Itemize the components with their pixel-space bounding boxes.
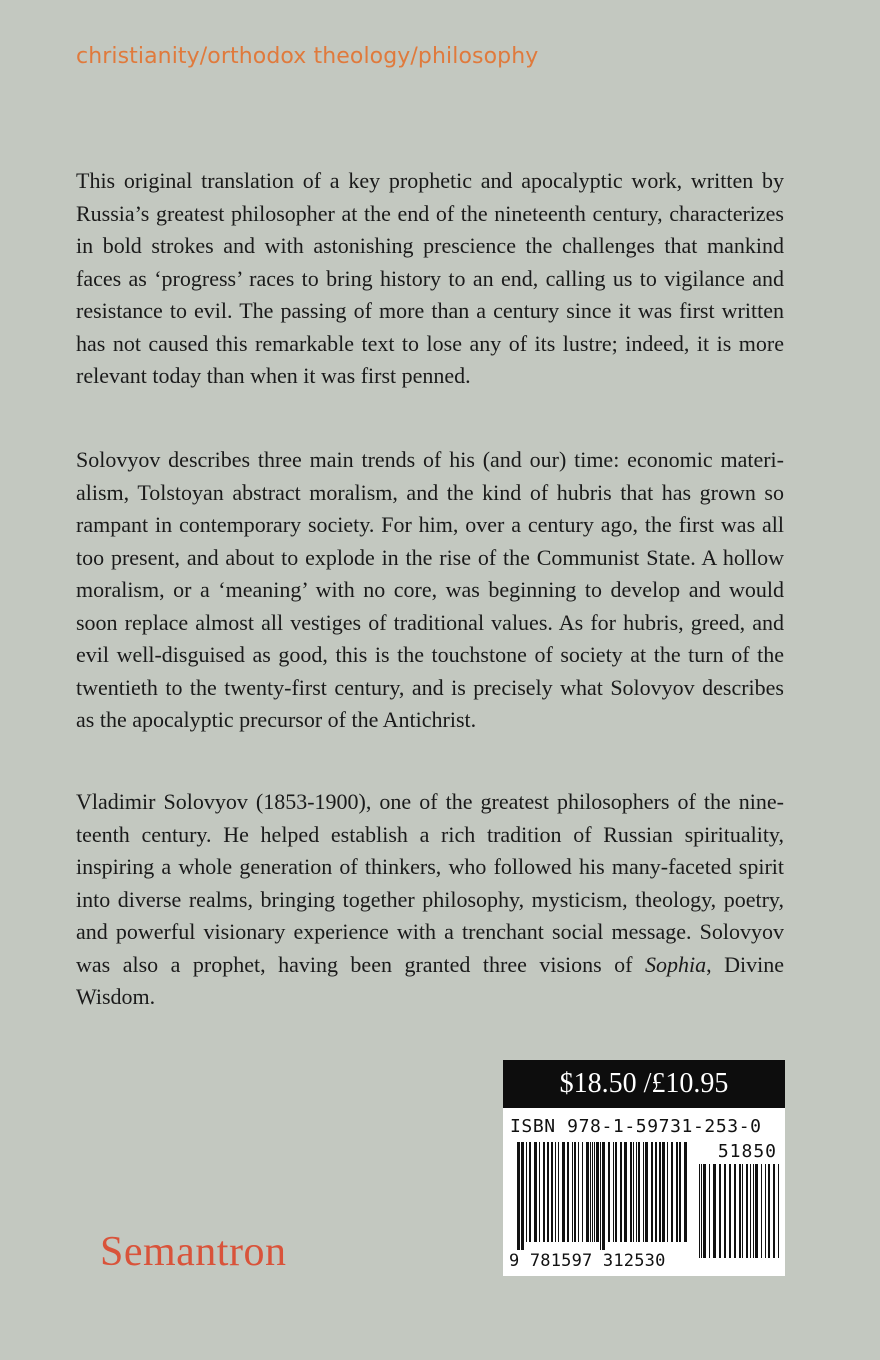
barcode-bar — [620, 1142, 622, 1242]
barcode-bar — [529, 1142, 531, 1242]
barcode-bar — [547, 1142, 549, 1242]
barcode-bar — [778, 1164, 779, 1258]
barcode-bar — [543, 1142, 545, 1242]
barcode-bar — [684, 1142, 687, 1242]
author-bio-paragraph — [76, 786, 784, 1014]
barcode-bar — [602, 1142, 605, 1250]
barcode-bar — [746, 1164, 748, 1258]
barcode-bar — [671, 1142, 673, 1242]
price-box — [503, 1060, 785, 1108]
barcode-bar — [526, 1142, 527, 1242]
barcode-bar — [594, 1142, 595, 1242]
barcode-bar — [724, 1164, 726, 1258]
barcode-bar — [578, 1142, 579, 1242]
barcode-bar — [558, 1142, 559, 1242]
category-label: christianity/orthodox theology/philosophy — [76, 44, 539, 69]
barcode-bar — [662, 1142, 665, 1242]
isbn-label: ISBN 978-1-59731-253-0 — [510, 1116, 762, 1137]
barcode-bar — [608, 1142, 610, 1242]
barcode-bar — [679, 1142, 681, 1242]
barcode-bar — [624, 1142, 627, 1242]
barcode-bar — [753, 1164, 754, 1258]
price-addon-number: 51850 — [717, 1141, 777, 1162]
barcode-bar — [596, 1142, 599, 1242]
barcode-bar — [709, 1164, 710, 1258]
barcode-bar — [699, 1164, 700, 1258]
author-bio-text: Vladimir Solovyov (1853-1900), one of the greatest philosophers of the nineteenth century. He helped establish a rich tradition of Russian spirituality, inspiring a whole generation of thinkers, who followed his many-faceted spirit into diverse realms, bringing together philosophy, mysticism, theology, poetry, and powerful visionary experience with a trenchant social message. Solovyov was also a prophet, having been granted three visions of — [76, 789, 784, 977]
barcode-bar — [638, 1142, 640, 1242]
barcode-bar — [517, 1142, 520, 1250]
author-bio-end: , Divine Wisdom. — [76, 951, 784, 1009]
barcode-bar — [739, 1164, 741, 1258]
barcode-bar — [765, 1164, 766, 1258]
price-label: $18.50 /£10.95 — [559, 1068, 729, 1099]
barcode-bar — [586, 1142, 589, 1242]
barcode-bar — [768, 1164, 770, 1258]
barcode-bar — [655, 1142, 657, 1242]
barcode-bar — [701, 1164, 702, 1258]
barcode-bar — [592, 1142, 593, 1242]
barcode-bar — [773, 1164, 775, 1258]
barcode-panel — [503, 1108, 785, 1276]
barcode-bar — [572, 1142, 573, 1242]
barcode-bar — [703, 1164, 706, 1258]
barcode-bar — [729, 1164, 731, 1258]
barcode-bar — [630, 1142, 632, 1242]
blurb-paragraph-1: This original translation of a key prophetic and apocalyptic work, written by Russia’s greatest philosopher at the end of the nineteenth century, characterizes in bold strokes and with astonishing prescience the challenges that mankind faces as ‘progress’ races to bring history to an end, calling us to vigilance and resistance to evil. The passing of more than a century since it was first written has not caused this remarkable text to lose any of its lustre; indeed, it is more relevant today than when it was first penned. — [76, 168, 784, 388]
publisher-name: Semantron — [100, 1229, 287, 1275]
barcode-bar — [659, 1142, 661, 1242]
barcode-bar — [742, 1164, 743, 1258]
barcode-bar — [567, 1142, 569, 1242]
blurb-paragraph-2: Solovyov describes three main trends of his (and our) time: economic materialism, Tolstoyan abstract moralism, and the kind of hubris that has grown so rampant in contemporary society. For him, over a century ago, the first was all too present, and about to explode in the rise of the Communist State. A hollow moralism, or a ‘meaning’ with no core, was beginning to develop and would soon replace almost all vestiges of traditional values. As for hubris, greed, and evil well-disguised as good, this is the touchstone of society at the turn of the twentieth to the twenty-first century, and is precisely what Solovyov describes as the apocalyptic precursor of the Antichrist. — [76, 447, 784, 732]
ean-number: 9 781597 312530 — [509, 1251, 666, 1271]
barcode-bar — [555, 1142, 556, 1242]
barcode-bar — [643, 1142, 644, 1242]
barcode-bar — [636, 1142, 637, 1242]
addon-bars — [699, 1164, 779, 1258]
barcode-bar — [719, 1164, 721, 1258]
barcode-bar — [539, 1142, 540, 1242]
barcode-bar — [600, 1142, 601, 1250]
barcode-bar — [734, 1164, 736, 1258]
barcode-bar — [613, 1142, 614, 1242]
barcode-bar — [633, 1142, 634, 1242]
barcode-bar — [750, 1164, 751, 1258]
barcode-bar — [676, 1142, 678, 1242]
sophia-italic: Sophia — [645, 951, 707, 977]
barcode-bar — [651, 1142, 653, 1242]
barcode-bar — [562, 1142, 565, 1242]
barcode-bar — [534, 1142, 537, 1242]
barcode-bar — [645, 1142, 648, 1242]
ean-bars — [517, 1142, 687, 1250]
barcode-bar — [713, 1164, 716, 1258]
barcode-bar — [574, 1142, 576, 1242]
barcode-bar — [582, 1142, 583, 1242]
barcode-bar — [521, 1142, 524, 1250]
barcode-bar — [667, 1142, 668, 1242]
barcode-bar — [761, 1164, 762, 1258]
barcode-bar — [615, 1142, 617, 1242]
barcode-bar — [755, 1164, 758, 1258]
barcode-bar — [590, 1142, 591, 1242]
barcode-bar — [551, 1142, 553, 1242]
